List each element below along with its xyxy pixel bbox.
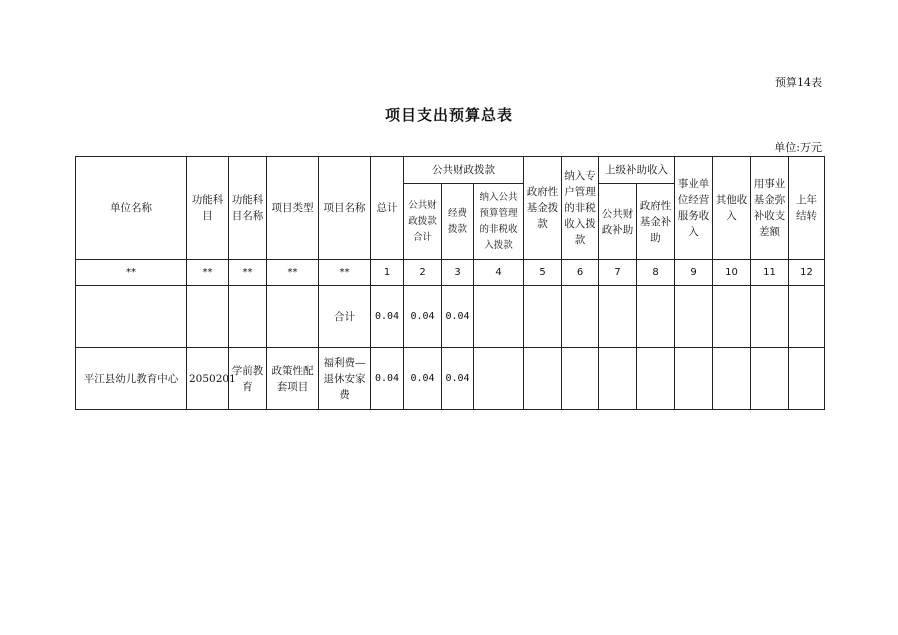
header-total: 总计 [371,157,404,260]
total-ss-public [599,286,637,348]
total-carryover [789,286,825,348]
header-business-fund: 用事业基金弥补收支差额 [751,157,789,260]
index-cell: 12 [789,260,825,286]
header-pf-fee: 经费拨款 [442,184,474,260]
total-pf-total: 0.04 [404,286,442,348]
row-func-name: 学前教育 [229,348,267,410]
row-project-type: 政策性配套项目 [267,348,319,410]
total-total: 0.04 [371,286,404,348]
row-other-income [713,348,751,410]
total-project-type [267,286,319,348]
header-special-nontax: 纳入专户管理的非税收入拨款 [562,157,599,260]
header-row-1 [76,157,825,184]
index-row [76,260,825,286]
header-carryover: 上年结转 [789,157,825,260]
row-ss-public [599,348,637,410]
index-cell: 1 [371,260,404,286]
total-row [76,286,825,348]
header-project-type: 项目类型 [267,157,319,260]
header-pf-total: 公共财政拨款合计 [404,184,442,260]
total-special-nontax [562,286,599,348]
row-func-code: 2050201 [187,348,229,410]
total-unit-name [76,286,187,348]
header-business-income: 事业单位经营服务收入 [675,157,713,260]
total-func-name [229,286,267,348]
total-business-income [675,286,713,348]
header-pf-nontax: 纳入公共预算管理的非税收入拨款 [474,184,524,260]
total-ss-gov-fund [637,286,675,348]
row-unit-name: 平江县幼儿教育中心 [76,348,187,410]
index-cell: 7 [599,260,637,286]
header-func-code: 功能科目 [187,157,229,260]
index-cell: 11 [751,260,789,286]
total-pf-fee: 0.04 [442,286,474,348]
index-cell: 6 [562,260,599,286]
header-project-name: 项目名称 [319,157,371,260]
total-business-fund [751,286,789,348]
row-total: 0.04 [371,348,404,410]
row-project-name: 福利费—退休安家费 [319,348,371,410]
row-gov-fund [524,348,562,410]
index-cell: ** [76,260,187,286]
header-public-finance: 公共财政拨款 [404,157,524,184]
unit-label: 单位:万元 [774,141,822,154]
header-unit-name: 单位名称 [76,157,187,260]
index-cell: ** [267,260,319,286]
total-other-income [713,286,751,348]
row-pf-nontax [474,348,524,410]
total-label: 合计 [319,286,371,348]
index-cell: 2 [404,260,442,286]
row-business-income [675,348,713,410]
total-gov-fund [524,286,562,348]
page-title: 项目支出预算总表 [384,106,513,124]
row-pf-total: 0.04 [404,348,442,410]
budget-table [75,156,825,410]
total-func-code [187,286,229,348]
header-other-income: 其他收入 [713,157,751,260]
index-cell: 4 [474,260,524,286]
index-cell: 3 [442,260,474,286]
row-ss-gov-fund [637,348,675,410]
row-special-nontax [562,348,599,410]
index-cell: 9 [675,260,713,286]
index-cell: 8 [637,260,675,286]
header-ss-gov-fund: 政府性基金补助 [637,184,675,260]
header-gov-fund: 政府性基金拨款 [524,157,562,260]
index-cell: 5 [524,260,562,286]
index-cell: ** [319,260,371,286]
total-pf-nontax [474,286,524,348]
row-business-fund [751,348,789,410]
header-func-name: 功能科目名称 [229,157,267,260]
table-row [76,348,825,410]
row-pf-fee: 0.04 [442,348,474,410]
row-carryover [789,348,825,410]
header-ss-public: 公共财政补助 [599,184,637,260]
header-superior-subsidy: 上级补助收入 [599,157,675,184]
index-cell: ** [187,260,229,286]
table-number: 预算14表 [775,76,822,89]
index-cell: ** [229,260,267,286]
index-cell: 10 [713,260,751,286]
